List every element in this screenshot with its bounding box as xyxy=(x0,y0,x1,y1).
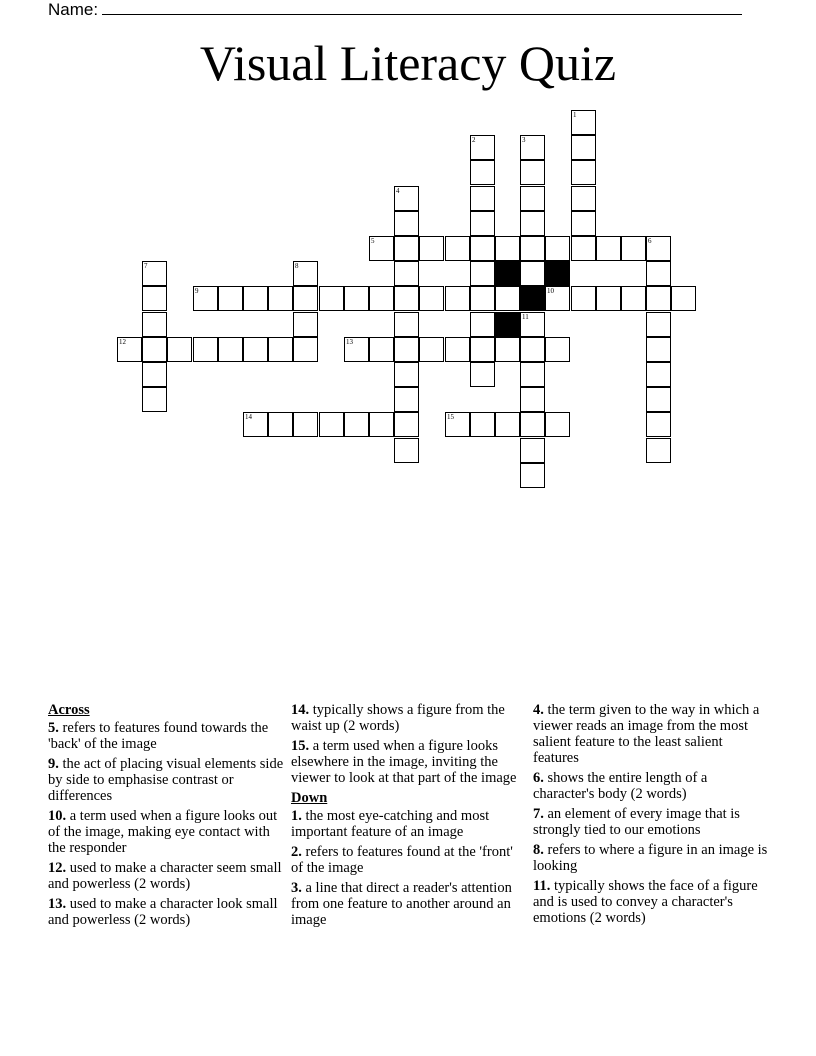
crossword-cell[interactable] xyxy=(520,438,545,463)
clue-item xyxy=(48,860,284,892)
clue-item xyxy=(48,808,284,856)
crossword-block xyxy=(495,261,520,286)
crossword-cell[interactable] xyxy=(445,412,470,437)
clue-number: 6 xyxy=(648,237,652,245)
clue-item-text: typically shows a figure from the waist up (2 words) xyxy=(291,702,505,734)
clue-item-text: shows the entire length of a character's body (2 words) xyxy=(533,770,708,802)
crossword-cell[interactable] xyxy=(571,160,596,185)
crossword-cell[interactable] xyxy=(495,286,520,311)
clue-item-number: 6. xyxy=(533,770,544,786)
crossword-cell[interactable] xyxy=(243,412,268,437)
crossword-cell[interactable] xyxy=(167,337,192,362)
crossword-cell[interactable] xyxy=(394,337,419,362)
clue-column-3 xyxy=(533,702,769,930)
crossword-cell[interactable] xyxy=(621,286,646,311)
crossword-cell[interactable] xyxy=(394,362,419,387)
crossword-cell[interactable] xyxy=(344,412,369,437)
page-title: Visual Literacy Quiz xyxy=(199,35,617,91)
clue-item-text: the act of placing visual elements side by side to emphasise contrast or differences xyxy=(48,756,284,804)
crossword-cell[interactable] xyxy=(520,211,545,236)
clue-number: 4 xyxy=(396,187,400,195)
crossword-cell[interactable] xyxy=(470,286,495,311)
crossword-cell[interactable] xyxy=(193,337,218,362)
clue-item-number: 8. xyxy=(533,842,544,858)
clue-number: 5 xyxy=(371,237,375,245)
crossword-cell[interactable] xyxy=(142,362,167,387)
clue-column-1 xyxy=(48,702,284,932)
clue-item-text: typically shows the face of a figure and is used to convey a character's emotions (2 words) xyxy=(533,878,758,926)
clue-item-text: refers to features found towards the 'back' of the image xyxy=(48,720,269,752)
crossword-cell[interactable] xyxy=(142,286,167,311)
crossword-cell[interactable] xyxy=(596,236,621,261)
crossword-cell[interactable] xyxy=(520,261,545,286)
crossword-cell[interactable] xyxy=(243,337,268,362)
crossword-block xyxy=(520,286,545,311)
crossword-cell[interactable] xyxy=(268,412,293,437)
crossword-cell[interactable] xyxy=(520,463,545,488)
crossword-cell[interactable] xyxy=(445,337,470,362)
clue-heading: Down xyxy=(291,790,328,806)
crossword-cell[interactable] xyxy=(470,211,495,236)
clue-item xyxy=(533,878,769,926)
clue-item xyxy=(291,738,527,786)
crossword-cell[interactable] xyxy=(470,135,495,160)
clue-item xyxy=(48,756,284,804)
clue-number: 13 xyxy=(346,338,353,346)
clue-number: 2 xyxy=(472,136,476,144)
clue-item-number: 5. xyxy=(48,720,59,736)
crossword-cell[interactable] xyxy=(596,286,621,311)
crossword-cell[interactable] xyxy=(394,286,419,311)
crossword-block xyxy=(495,312,520,337)
clue-item-number: 7. xyxy=(533,806,544,822)
crossword-cell[interactable] xyxy=(193,286,218,311)
crossword-cell[interactable] xyxy=(243,286,268,311)
crossword-cell[interactable] xyxy=(268,337,293,362)
crossword-cell[interactable] xyxy=(470,160,495,185)
crossword-cell[interactable] xyxy=(470,261,495,286)
crossword-cell[interactable] xyxy=(571,110,596,135)
crossword-cell[interactable] xyxy=(470,186,495,211)
clue-item-number: 11. xyxy=(533,878,551,894)
crossword-cell[interactable] xyxy=(520,387,545,412)
crossword-cell[interactable] xyxy=(344,286,369,311)
clue-item-number: 14. xyxy=(291,702,310,718)
crossword-cell[interactable] xyxy=(646,261,671,286)
crossword-cell[interactable] xyxy=(545,286,570,311)
clue-column-2 xyxy=(291,702,527,932)
clue-number: 1 xyxy=(573,111,577,119)
crossword-cell[interactable] xyxy=(621,236,646,261)
clue-item-text: a line that direct a reader's attention from one feature to another around an image xyxy=(291,880,512,928)
clue-item-number: 2. xyxy=(291,844,302,860)
clue-item xyxy=(533,702,769,766)
crossword-cell[interactable] xyxy=(394,186,419,211)
crossword-cell[interactable] xyxy=(394,438,419,463)
crossword-cell[interactable] xyxy=(142,387,167,412)
crossword-cell[interactable] xyxy=(571,236,596,261)
clue-number: 9 xyxy=(195,287,199,295)
clue-item xyxy=(48,720,284,752)
clue-item-text: an element of every image that is strongly tied to our emotions xyxy=(533,806,740,838)
crossword-cell[interactable] xyxy=(218,337,243,362)
crossword-cell[interactable] xyxy=(495,337,520,362)
crossword-cell[interactable] xyxy=(319,286,344,311)
crossword-cell[interactable] xyxy=(419,286,444,311)
clue-heading: Across xyxy=(48,702,90,718)
clue-number: 7 xyxy=(144,262,148,270)
crossword-block xyxy=(545,261,570,286)
crossword-cell[interactable] xyxy=(117,337,142,362)
clue-item-text: refers to where a figure in an image is looking xyxy=(533,842,768,874)
crossword-cell[interactable] xyxy=(671,286,696,311)
crossword-cell[interactable] xyxy=(369,337,394,362)
crossword-cell[interactable] xyxy=(419,337,444,362)
crossword-cell[interactable] xyxy=(646,236,671,261)
crossword-cell[interactable] xyxy=(571,135,596,160)
crossword-cell[interactable] xyxy=(545,236,570,261)
clue-item-text: a term used when a figure looks elsewhere in the image, inviting the viewer to look at that part of the image xyxy=(291,738,517,786)
clue-item-text: used to make a character look small and powerless (2 words) xyxy=(48,896,278,928)
crossword-cell[interactable] xyxy=(495,236,520,261)
clue-item-number: 3. xyxy=(291,880,302,896)
crossword-cell[interactable] xyxy=(571,211,596,236)
crossword-cell[interactable] xyxy=(646,438,671,463)
crossword-cell[interactable] xyxy=(344,337,369,362)
clue-item-number: 13. xyxy=(48,896,67,912)
crossword-cell[interactable] xyxy=(142,312,167,337)
clue-item-number: 4. xyxy=(533,702,544,718)
clue-item-text: a term used when a figure looks out of the image, making eye contact with the responder xyxy=(48,808,278,856)
crossword-cell[interactable] xyxy=(369,412,394,437)
crossword-cell[interactable] xyxy=(268,286,293,311)
crossword-cell[interactable] xyxy=(520,160,545,185)
crossword-cell[interactable] xyxy=(394,261,419,286)
crossword-grid xyxy=(0,0,816,520)
crossword-cell[interactable] xyxy=(571,286,596,311)
clue-number: 11 xyxy=(522,313,529,321)
crossword-cell[interactable] xyxy=(646,362,671,387)
crossword-cell[interactable] xyxy=(419,236,444,261)
crossword-cell[interactable] xyxy=(646,337,671,362)
crossword-cell[interactable] xyxy=(520,312,545,337)
crossword-cell[interactable] xyxy=(293,337,318,362)
crossword-cell[interactable] xyxy=(142,337,167,362)
clue-item xyxy=(291,702,527,734)
crossword-cell[interactable] xyxy=(646,387,671,412)
clue-item-number: 10. xyxy=(48,808,67,824)
clue-number: 15 xyxy=(447,413,454,421)
crossword-cell[interactable] xyxy=(520,362,545,387)
crossword-cell[interactable] xyxy=(293,412,318,437)
crossword-cell[interactable] xyxy=(545,412,570,437)
crossword-cell[interactable] xyxy=(495,412,520,437)
clue-number: 8 xyxy=(295,262,299,270)
crossword-cell[interactable] xyxy=(646,412,671,437)
clue-item-text: used to make a character seem small and powerless (2 words) xyxy=(48,860,282,892)
crossword-cell[interactable] xyxy=(470,312,495,337)
crossword-cell[interactable] xyxy=(470,236,495,261)
crossword-cell[interactable] xyxy=(646,286,671,311)
crossword-cell[interactable] xyxy=(545,337,570,362)
crossword-cell[interactable] xyxy=(293,261,318,286)
clue-item-number: 9. xyxy=(48,756,59,772)
crossword-cell[interactable] xyxy=(142,261,167,286)
crossword-cell[interactable] xyxy=(520,337,545,362)
clue-item xyxy=(48,896,284,928)
name-label: Name: xyxy=(48,0,99,19)
crossword-cell[interactable] xyxy=(394,412,419,437)
crossword-cell[interactable] xyxy=(394,236,419,261)
crossword-cell[interactable] xyxy=(319,412,344,437)
clue-item xyxy=(533,770,769,802)
crossword-cell[interactable] xyxy=(646,312,671,337)
clue-item xyxy=(291,808,527,840)
crossword-cell[interactable] xyxy=(470,412,495,437)
crossword-cell[interactable] xyxy=(369,286,394,311)
clue-item-number: 1. xyxy=(291,808,302,824)
crossword-cell[interactable] xyxy=(394,312,419,337)
crossword-cell[interactable] xyxy=(394,387,419,412)
clue-item xyxy=(533,806,769,838)
crossword-cell[interactable] xyxy=(571,186,596,211)
clue-number: 14 xyxy=(245,413,252,421)
clue-item xyxy=(533,842,769,874)
crossword-cell[interactable] xyxy=(394,211,419,236)
clue-item-text: the most eye-catching and most important feature of an image xyxy=(291,808,490,840)
crossword-cell[interactable] xyxy=(520,135,545,160)
clue-item xyxy=(291,880,527,928)
crossword-cell[interactable] xyxy=(520,236,545,261)
crossword-cell[interactable] xyxy=(293,286,318,311)
crossword-cell[interactable] xyxy=(520,186,545,211)
crossword-cell[interactable] xyxy=(293,312,318,337)
crossword-cell[interactable] xyxy=(445,286,470,311)
clue-item-number: 12. xyxy=(48,860,67,876)
crossword-cell[interactable] xyxy=(218,286,243,311)
clue-item-text: the term given to the way in which a viewer reads an image from the most salient feature to the least salient features xyxy=(533,702,760,766)
crossword-cell[interactable] xyxy=(445,236,470,261)
clue-number: 3 xyxy=(522,136,526,144)
clue-number: 10 xyxy=(547,287,554,295)
crossword-cell[interactable] xyxy=(470,337,495,362)
clue-item xyxy=(291,844,527,876)
clue-item-text: refers to features found at the 'front' of the image xyxy=(291,844,513,876)
crossword-cell[interactable] xyxy=(520,412,545,437)
crossword-cell[interactable] xyxy=(470,362,495,387)
clue-item-number: 15. xyxy=(291,738,310,754)
crossword-cell[interactable] xyxy=(369,236,394,261)
clue-number: 12 xyxy=(119,338,126,346)
